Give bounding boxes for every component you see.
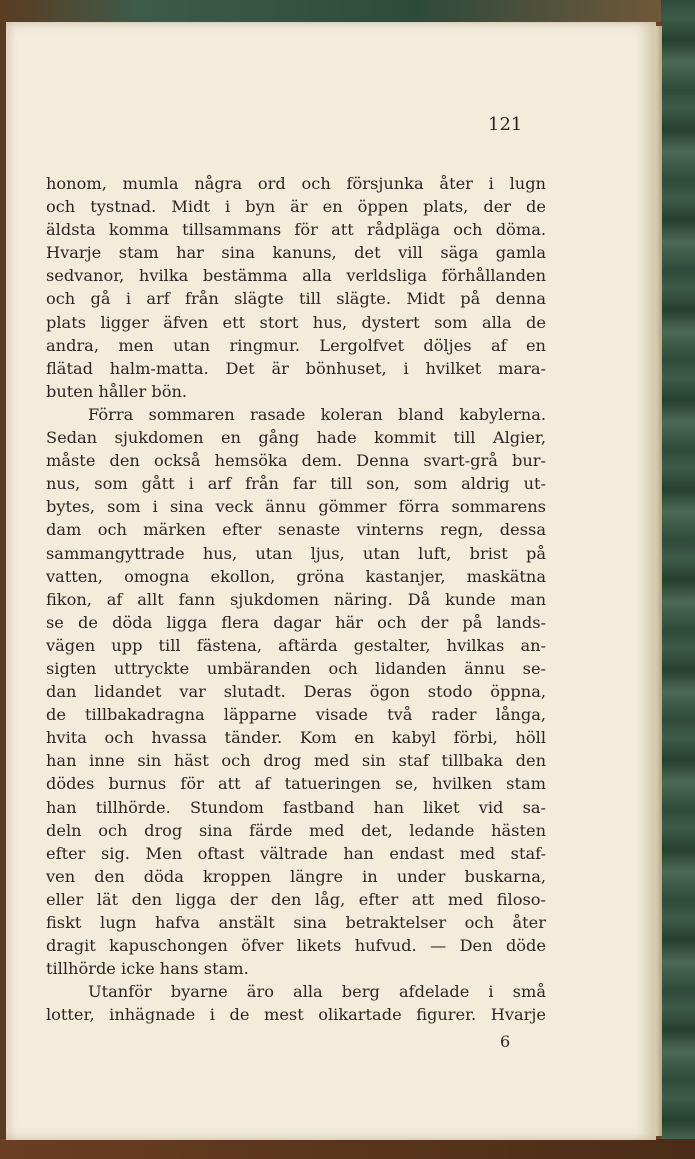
text-line: fikon, af allt fann sjukdomen näring. Då kunde man bbox=[46, 589, 546, 609]
text-line: bytes, som i sina veck ännu gömmer förra sommarens bbox=[46, 497, 546, 517]
text-line: dam och märken efter senaste vinterns regn, dessa bbox=[46, 520, 546, 540]
text-line: han tillhörde. Stundom fastband han liket vid sa- bbox=[46, 797, 546, 817]
text-line: Förra sommaren rasade koleran bland kabylerna. bbox=[88, 404, 546, 424]
book-cover-marbled-edge bbox=[661, 0, 695, 1159]
page-number: 121 bbox=[488, 114, 523, 135]
book-cover-bottom bbox=[0, 1139, 695, 1159]
text-line: och tystnad. Midt i byn är en öppen plats, der de bbox=[46, 197, 546, 217]
text-line: fiskt lugn hafva anstält sina betraktelser och åter bbox=[46, 913, 546, 932]
text-line: ven den döda kroppen längre in under buskarna, bbox=[46, 866, 546, 886]
text-line: dan lidandet var slutadt. Deras ögon stodo öppna, bbox=[46, 682, 546, 702]
text-line: andra, men utan ringmur. Lergolfvet döljes af en bbox=[46, 335, 546, 355]
text-line: deln och drog sina färde med det, ledande hästen bbox=[46, 820, 546, 840]
text-line: Sedan sjukdomen en gång hade kommit till Algier, bbox=[46, 428, 546, 448]
text-line: Hvarje stam har sina kanuns, det vill säga gamla bbox=[46, 243, 546, 263]
page-edge bbox=[656, 26, 662, 1136]
text-line: flätad halm-matta. Det är bönhuset, i hvilket mara- bbox=[46, 358, 546, 378]
text-line: hvita och hvassa tänder. Kom en kabyl förbi, höll bbox=[46, 728, 546, 748]
book-cover-top bbox=[0, 0, 695, 22]
body-text bbox=[46, 172, 546, 1026]
text-line: vägen upp till fästena, aftärda gestalter, hvilkas an- bbox=[46, 635, 546, 655]
text-line: vatten, omogna ekollon, gröna kastanjer, maskätna bbox=[46, 566, 546, 586]
text-line: sedvanor, hvilka bestämma alla verldsliga förhållanden bbox=[46, 266, 546, 286]
text-line: äldsta komma tillsammans för att rådpläga och döma. bbox=[46, 220, 546, 240]
text-line: och gå i arf från slägte till slägte. Midt på denna bbox=[46, 289, 546, 309]
text-line: de tillbakadragna läpparne visade två rader långa, bbox=[46, 705, 546, 725]
signature-mark: 6 bbox=[500, 1032, 511, 1051]
text-line: dödes burnus för att af tatueringen se, hvilken stam bbox=[46, 774, 546, 794]
text-line: måste den också hemsöka dem. Denna svart-grå bur- bbox=[46, 451, 546, 471]
text-line: Utanför byarne äro alla berg afdelade i små bbox=[88, 982, 546, 1002]
text-line: nus, som gått i arf från far till son, som aldrig ut- bbox=[46, 474, 546, 494]
text-line: se de döda ligga flera dagar här och der på lands- bbox=[46, 612, 546, 632]
text-line: tillhörde icke hans stam. bbox=[46, 959, 249, 979]
text-line: han inne sin häst och drog med sin staf tillbaka den bbox=[46, 751, 546, 771]
text-line: honom, mumla några ord och försjunka åter i lugn bbox=[46, 174, 546, 193]
text-line: lotter, inhägnade i de mest olikartade figurer. Hvarje bbox=[46, 1005, 546, 1025]
text-line: dragit kapuschongen öfver likets hufvud. — Den döde bbox=[46, 936, 546, 956]
text-line: sammangyttrade hus, utan ljus, utan luft, brist på bbox=[46, 543, 546, 563]
text-line: plats ligger äfven ett stort hus, dystert som alla de bbox=[46, 312, 546, 332]
text-line: sigten uttryckte umbäranden och lidanden ännu se- bbox=[46, 658, 546, 678]
text-line: eller lät den ligga der den låg, efter att med filoso- bbox=[46, 889, 546, 909]
text-line: efter sig. Men oftast vältrade han endast med staf- bbox=[46, 843, 546, 863]
text-line: buten håller bön. bbox=[46, 381, 188, 401]
